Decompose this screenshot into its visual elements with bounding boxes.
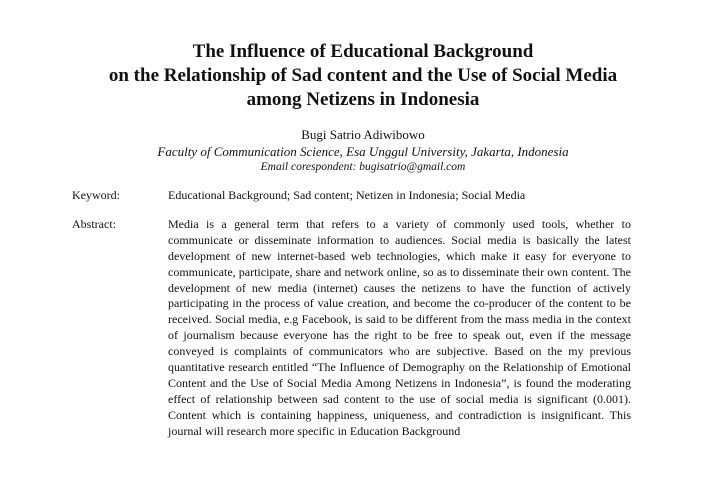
- title-line: among Netizens in Indonesia: [246, 89, 480, 110]
- abstract-line: conveyed is complaints of communicators who are subjective. Based on the my previous: [168, 344, 631, 359]
- title-line: on the Relationship of Sad content and the Use of Social Media: [108, 65, 618, 86]
- abstract-line: received. Social media, e.g Facebook, is said to be different from the mass media in the context: [168, 312, 631, 327]
- author-email: Email corespondent: bugisatrio@gmail.com: [260, 161, 466, 173]
- abstract-line: of journalism because everyone has the right to be free to speak out, even if the message: [168, 328, 631, 343]
- abstract-line: effect of relationship between sad content to the use of social media is significant (0.001).: [168, 391, 631, 406]
- abstract-line: quantitative research entitled “The Influence of Demography on the Relationship of Emotional: [168, 360, 631, 375]
- author-affiliation: Faculty of Communication Science, Esa Unggul University, Jakarta, Indonesia: [157, 144, 569, 159]
- abstract-line: development of new internet-based web technologies, which make it easy for everyone to: [168, 248, 631, 263]
- keyword-label: Keyword:: [72, 188, 120, 202]
- abstract-line: journal will research more specific in Education Background: [168, 423, 461, 438]
- abstract-line: Content and the Use of Social Media Among Netizens in Indonesia”, is found the moderating: [168, 375, 631, 390]
- abstract-line: communicate or disseminate information to audiences. Social media is basically the latest: [168, 232, 631, 247]
- abstract-line: development of new media (internet) causes the netizens to have the function of actively: [168, 280, 631, 295]
- title-line: The Influence of Educational Background: [192, 41, 534, 62]
- abstract-label: Abstract:: [72, 217, 116, 231]
- abstract-line: Media is a general term that refers to a variety of commonly used tools, whether to: [168, 217, 631, 231]
- abstract-body: [168, 217, 631, 439]
- abstract-line: Content which is containing happiness, uniqueness, and contradiction is insignificant. This: [168, 407, 631, 422]
- paper-title: [40, 40, 686, 112]
- abstract-line: participating in the process of value creation, and become the co-producer of the content to be: [168, 296, 631, 311]
- author-name: Bugi Satrio Adiwibowo: [301, 127, 425, 142]
- abstract-line: communicate, participate, share and network online, so as to disseminate their own content. The: [168, 264, 631, 279]
- keyword-text: Educational Background; Sad content; Netizen in Indonesia; Social Media: [168, 188, 526, 202]
